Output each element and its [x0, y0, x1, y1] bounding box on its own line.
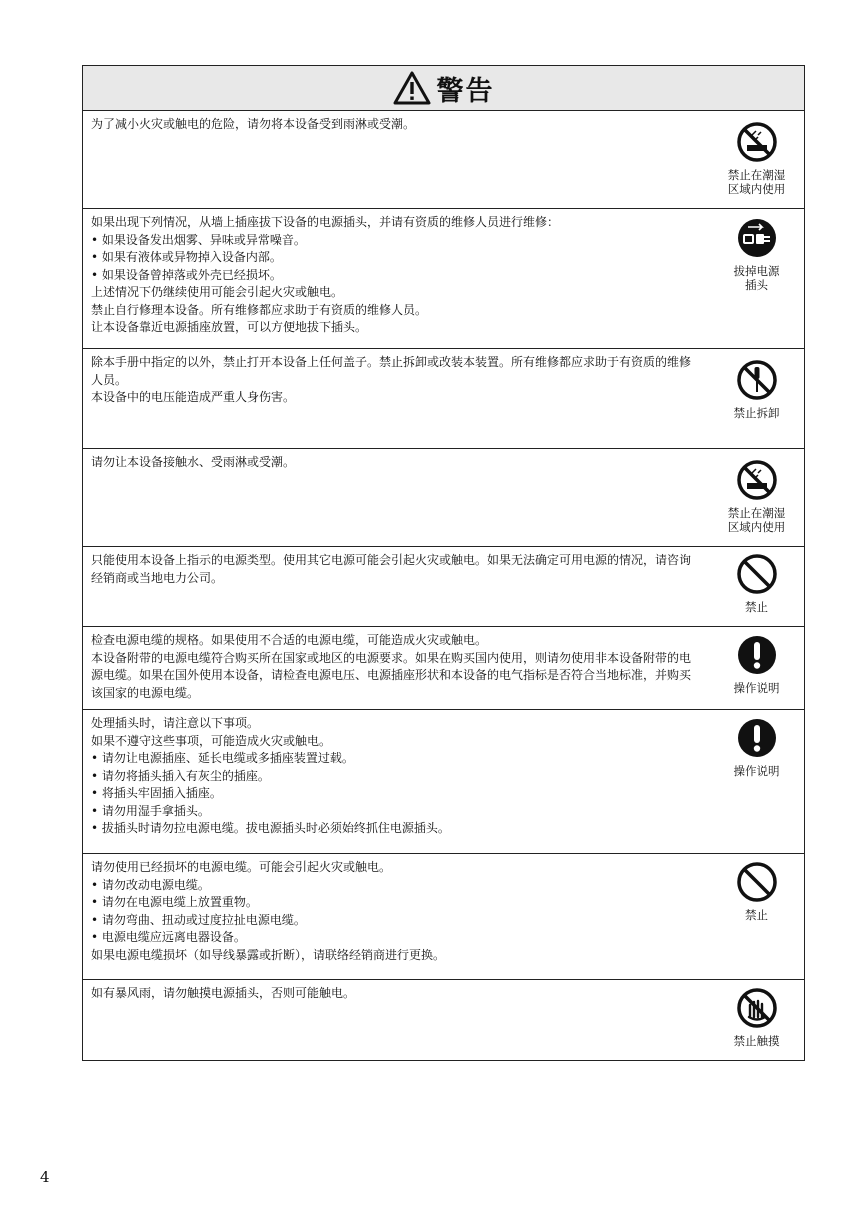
text-line: 检查电源电缆的规格。如果使用不合适的电源电缆，可能造成火灾或触电。 — [91, 633, 488, 647]
symbol-caption: 禁止在潮湿 区域内使用 — [727, 168, 786, 196]
bullet-item: • 请勿用湿手拿插头。 — [91, 803, 210, 818]
warning-symbol — [709, 359, 804, 420]
bullet-item: • 请勿弯曲、扭动或过度拉扯电源电缆。 — [91, 912, 306, 927]
warning-table — [82, 65, 805, 1061]
no-disassembly-icon — [736, 359, 778, 401]
warning-row — [83, 349, 804, 449]
warning-text — [83, 627, 705, 709]
bullet-item: • 如果设备曾掉落或外壳已经损坏。 — [91, 267, 282, 282]
bullet-item: • 电源电缆应远离电器设备。 — [91, 930, 246, 944]
text-line: 只能使用本设备上指示的电源类型。使用其它电源可能会引起火灾或触电。如果无法确定可用电源的情况，请咨询经销商或当地电力公司。 — [91, 553, 692, 585]
symbol-caption: 禁止拆卸 — [733, 406, 780, 420]
warning-symbol — [709, 987, 804, 1048]
symbol-caption: 操作说明 — [733, 764, 780, 778]
bullet-item: • 请勿让电源插座、延长电缆或多插座装置过载。 — [91, 751, 354, 765]
warning-header — [83, 66, 804, 111]
text-line: 本设备附带的电源电缆符合购买所在国家或地区的电源要求。如果在购买国内使用，则请勿使用非本设备附带的电源电缆。如果在国外使用本设备，请检查电源电压、电源插座形状和本设备的电气指标是否符合当地标准，并购买该国家的电源电缆。 — [91, 650, 692, 700]
text-line: 为了减小火灾或触电的危险，请勿将本设备受到雨淋或受潮。 — [91, 117, 416, 131]
symbol-caption: 禁止在潮湿 区域内使用 — [727, 506, 786, 534]
page-number: 4 — [40, 1168, 50, 1186]
text-line: 如果不遵守这些事项，可能造成火灾或触电。 — [91, 733, 332, 748]
warning-symbol — [709, 634, 804, 695]
text-line: 请勿让本设备接触水、受雨淋或受潮。 — [91, 455, 296, 469]
warning-row — [83, 209, 804, 349]
text-line: 上述情况下仍继续使用可能会引起火灾或触电。 — [91, 285, 344, 299]
warning-text — [83, 980, 705, 1060]
bullet-item: • 拔插头时请勿拉电源电缆。拔电源插头时必须始终抓住电源插头。 — [91, 821, 450, 835]
bullet-item: • 请勿改动电源电缆。 — [91, 877, 210, 892]
warning-row — [83, 547, 804, 627]
mandatory-instruction-icon — [736, 634, 778, 676]
warning-text — [83, 349, 705, 448]
symbol-caption: 禁止 — [745, 908, 768, 922]
warning-row — [83, 854, 804, 980]
text-line: 如有暴风雨，请勿触摸电源插头，否则可能触电。 — [91, 986, 356, 1000]
bullet-item: • 请勿将插头插入有灰尘的插座。 — [91, 768, 270, 783]
mandatory-instruction-icon — [736, 717, 778, 759]
warning-text — [83, 209, 705, 348]
warning-row — [83, 111, 804, 209]
warning-text — [83, 449, 705, 546]
no-touch-icon — [736, 987, 778, 1029]
symbol-caption: 操作说明 — [733, 681, 780, 695]
prohibited-icon — [736, 861, 778, 903]
text-line: 本设备中的电压能造成严重人身伤害。 — [91, 390, 296, 404]
text-line: 处理插头时，请注意以下事项。 — [91, 716, 260, 730]
symbol-caption: 禁止 — [745, 600, 768, 614]
no-wet-area-icon — [736, 459, 778, 501]
text-line: 禁止自行修理本设备。所有维修都应求助于有资质的维修人员。 — [91, 302, 428, 317]
text-line: 让本设备靠近电源插座放置，可以方便地拔下插头。 — [91, 320, 368, 334]
text-line: 如果出现下列情况，从墙上插座拔下设备的电源插头，并请有资质的维修人员进行维修： — [91, 215, 560, 229]
text-line: 如果电源电缆损坏（如导线暴露或折断），请联络经销商进行更换。 — [91, 947, 446, 962]
warning-triangle-icon — [393, 71, 431, 105]
warning-row — [83, 980, 804, 1060]
warning-row — [83, 710, 804, 854]
no-wet-area-icon — [736, 121, 778, 163]
bullet-item: • 请勿在电源电缆上放置重物。 — [91, 895, 258, 909]
warning-row — [83, 627, 804, 710]
warning-symbol — [709, 861, 804, 922]
text-line: 除本手册中指定的以外，禁止打开本设备上任何盖子。禁止拆卸或改装本装置。所有维修都应求助于有资质的维修人员。 — [91, 355, 692, 387]
prohibited-icon — [736, 553, 778, 595]
symbol-caption: 禁止触摸 — [733, 1034, 780, 1048]
warning-title: 警告 — [436, 75, 495, 107]
bullet-item: • 如果有液体或异物掉入设备内部。 — [91, 250, 282, 264]
warning-text — [83, 111, 705, 208]
warning-symbol — [709, 553, 804, 614]
text-line: 请勿使用已经损坏的电源电缆。可能会引起火灾或触电。 — [91, 860, 392, 874]
warning-row — [83, 449, 804, 547]
bullet-item: • 如果设备发出烟雾、异味或异常噪音。 — [91, 232, 306, 247]
warning-symbol — [709, 217, 804, 292]
unplug-icon — [736, 217, 778, 259]
symbol-caption: 拔掉电源 插头 — [733, 264, 780, 292]
warning-symbol — [709, 717, 804, 778]
warning-text — [83, 854, 705, 979]
warning-symbol — [709, 121, 804, 196]
warning-text — [83, 710, 705, 853]
warning-symbol — [709, 459, 804, 534]
warning-text — [83, 547, 705, 626]
bullet-item: • 将插头牢固插入插座。 — [91, 786, 222, 800]
